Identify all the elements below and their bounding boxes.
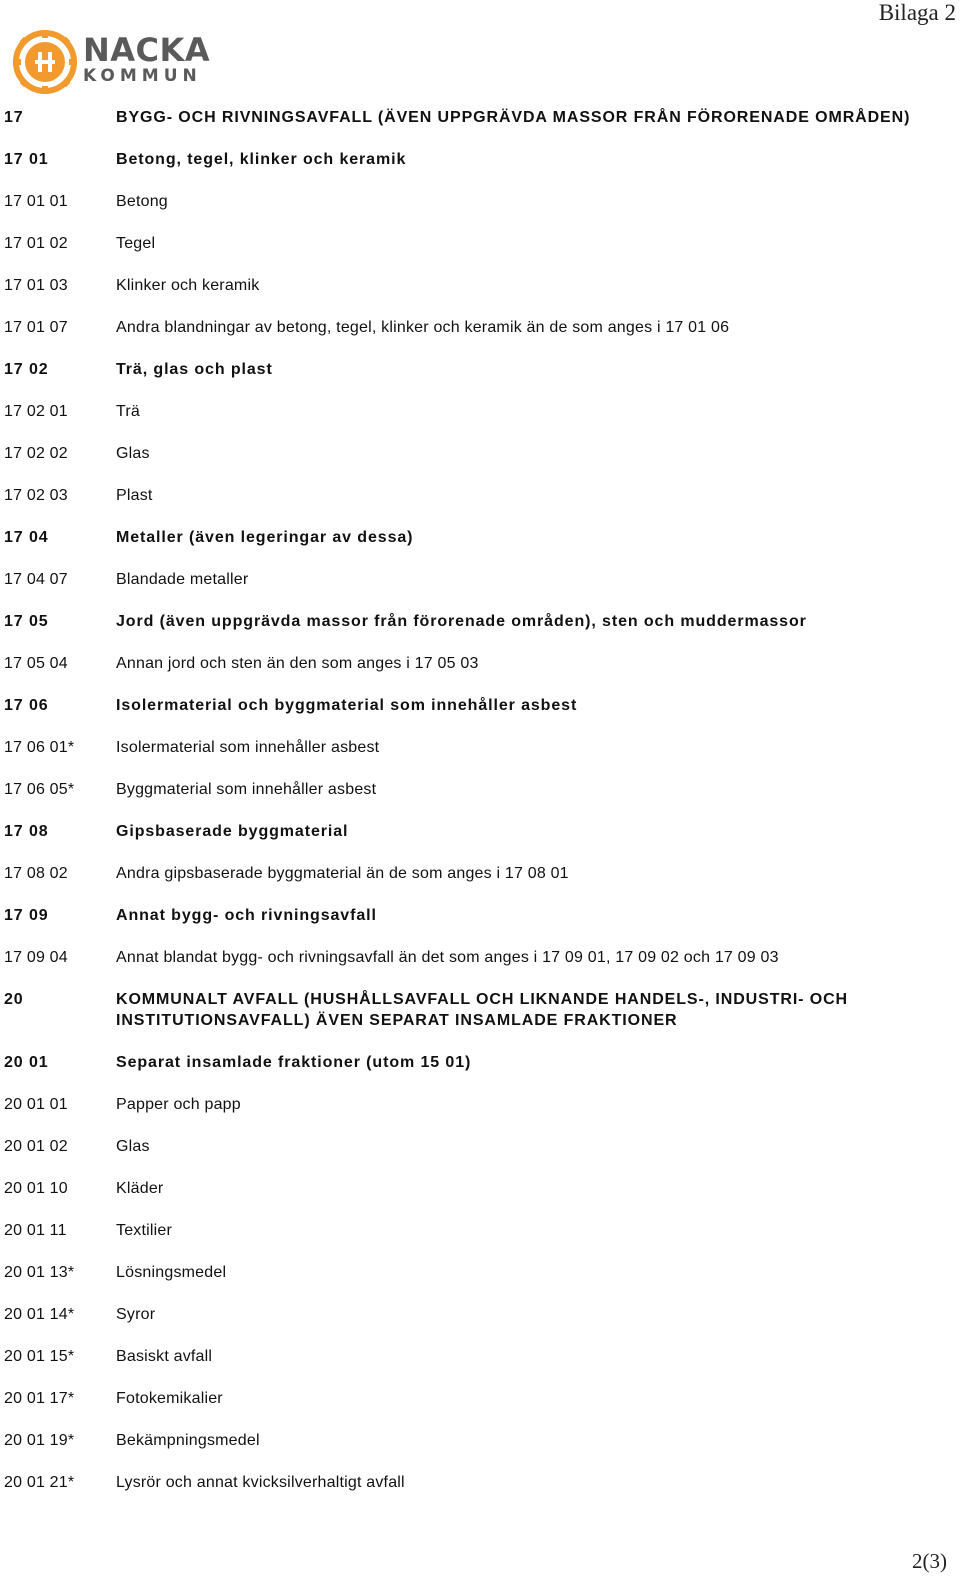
waste-code: 20 xyxy=(4,991,24,1008)
list-item xyxy=(4,737,944,758)
waste-description: Trä xyxy=(116,403,141,420)
waste-code: 17 08 02 xyxy=(4,865,68,882)
waste-code: 17 04 07 xyxy=(4,571,68,588)
waste-description: Lysrör och annat kvicksilverhaltigt avfall xyxy=(116,1474,405,1491)
logo-emblem-icon xyxy=(13,30,77,94)
waste-description: Gipsbaserade byggmaterial xyxy=(116,823,349,840)
list-item xyxy=(4,1052,944,1073)
list-item xyxy=(4,821,944,842)
waste-description: Fotokemikalier xyxy=(116,1390,223,1407)
list-item xyxy=(4,779,944,800)
waste-description: KOMMUNALT AVFALL (HUSHÅLLSAVFALL OCH LIKNANDE HANDELS-, INDUSTRI- OCH INSTITUTIONSAVFALL) ÄVEN SEPARAT INSAMLADE FRAKTIONER xyxy=(116,991,848,1029)
waste-code: 20 01 17* xyxy=(4,1390,75,1407)
list-item xyxy=(4,1346,944,1367)
logo-subname: KOMMUN xyxy=(83,66,202,86)
list-item xyxy=(4,1304,944,1325)
waste-code: 20 01 21* xyxy=(4,1474,75,1491)
list-item xyxy=(4,275,944,296)
list-item xyxy=(4,359,944,380)
logo-name: NACKA xyxy=(83,31,211,69)
waste-description: Bekämpningsmedel xyxy=(116,1432,260,1449)
waste-description: Syror xyxy=(116,1306,156,1323)
waste-description: Annat blandat bygg- och rivningsavfall än det som anges i 17 09 01, 17 09 02 och 17 09 03 xyxy=(116,949,779,966)
list-item xyxy=(4,1430,944,1451)
list-item xyxy=(4,611,944,632)
waste-description: Betong xyxy=(116,193,168,210)
waste-description: Glas xyxy=(116,445,150,462)
waste-code: 20 01 10 xyxy=(4,1180,68,1197)
waste-code-list xyxy=(4,107,944,1514)
waste-code: 17 06 xyxy=(4,697,49,714)
waste-code: 20 01 01 xyxy=(4,1096,68,1113)
waste-code: 17 02 01 xyxy=(4,403,68,420)
waste-code: 17 09 04 xyxy=(4,949,68,966)
waste-code: 17 01 02 xyxy=(4,235,68,252)
waste-description: Tegel xyxy=(116,235,156,252)
waste-description: Plast xyxy=(116,487,153,504)
waste-code: 20 01 02 xyxy=(4,1138,68,1155)
waste-description: Annat bygg- och rivningsavfall xyxy=(116,907,377,924)
list-item xyxy=(4,233,944,254)
waste-code: 20 01 13* xyxy=(4,1264,75,1281)
list-item xyxy=(4,1094,944,1115)
waste-code: 20 01 14* xyxy=(4,1306,75,1323)
waste-code: 17 01 xyxy=(4,151,49,168)
list-item xyxy=(4,191,944,212)
waste-description: Klinker och keramik xyxy=(116,277,260,294)
list-item xyxy=(4,1388,944,1409)
list-item xyxy=(4,569,944,590)
list-item xyxy=(4,947,944,968)
attachment-label: Bilaga 2 xyxy=(878,0,956,25)
waste-description: Isolermaterial och byggmaterial som innehåller asbest xyxy=(116,697,578,714)
list-item xyxy=(4,989,944,1031)
waste-code: 17 05 04 xyxy=(4,655,68,672)
list-item xyxy=(4,107,944,128)
waste-code: 20 01 xyxy=(4,1054,49,1071)
waste-description: Textilier xyxy=(116,1222,173,1239)
waste-description: Jord (även uppgrävda massor från förorenade områden), sten och muddermassor xyxy=(116,613,807,630)
waste-description: Glas xyxy=(116,1138,150,1155)
list-item xyxy=(4,401,944,422)
waste-code: 17 08 xyxy=(4,823,49,840)
waste-code: 17 02 02 xyxy=(4,445,68,462)
waste-description: BYGG- OCH RIVNINGSAVFALL (ÄVEN UPPGRÄVDA MASSOR FRÅN FÖRORENADE OMRÅDEN) xyxy=(116,109,911,126)
list-item xyxy=(4,1136,944,1157)
list-item xyxy=(4,653,944,674)
list-item xyxy=(4,149,944,170)
waste-description: Metaller (även legeringar av dessa) xyxy=(116,529,414,546)
waste-code: 20 01 15* xyxy=(4,1348,75,1365)
list-item xyxy=(4,1178,944,1199)
waste-code: 20 01 19* xyxy=(4,1432,75,1449)
list-item xyxy=(4,317,944,338)
list-item xyxy=(4,905,944,926)
waste-description: Annan jord och sten än den som anges i 17 05 03 xyxy=(116,655,479,672)
list-item xyxy=(4,1220,944,1241)
waste-code: 17 xyxy=(4,109,24,126)
nacka-kommun-logo xyxy=(13,30,213,96)
waste-code: 17 01 03 xyxy=(4,277,68,294)
waste-code: 17 09 xyxy=(4,907,49,924)
waste-code: 17 04 xyxy=(4,529,49,546)
waste-description: Byggmaterial som innehåller asbest xyxy=(116,781,377,798)
waste-code: 17 05 xyxy=(4,613,49,630)
page-number: 2(3) xyxy=(912,1549,947,1573)
list-item xyxy=(4,443,944,464)
waste-code: 17 02 xyxy=(4,361,49,378)
waste-code: 17 01 07 xyxy=(4,319,68,336)
waste-description: Basiskt avfall xyxy=(116,1348,213,1365)
waste-code: 17 06 01* xyxy=(4,739,75,756)
waste-description: Papper och papp xyxy=(116,1096,241,1113)
waste-code: 20 01 11 xyxy=(4,1222,67,1239)
waste-code: 17 02 03 xyxy=(4,487,68,504)
waste-description: Trä, glas och plast xyxy=(116,361,273,378)
waste-description: Separat insamlade fraktioner (utom 15 01) xyxy=(116,1054,472,1071)
list-item xyxy=(4,485,944,506)
waste-description: Andra gipsbaserade byggmaterial än de som anges i 17 08 01 xyxy=(116,865,569,882)
waste-description: Lösningsmedel xyxy=(116,1264,227,1281)
waste-description: Blandade metaller xyxy=(116,571,249,588)
waste-description: Andra blandningar av betong, tegel, klinker och keramik än de som anges i 17 01 06 xyxy=(116,319,730,336)
list-item xyxy=(4,863,944,884)
waste-description: Kläder xyxy=(116,1180,164,1197)
list-item xyxy=(4,527,944,548)
waste-code: 17 01 01 xyxy=(4,193,68,210)
waste-description: Isolermaterial som innehåller asbest xyxy=(116,739,380,756)
list-item xyxy=(4,1262,944,1283)
list-item xyxy=(4,1472,944,1493)
list-item xyxy=(4,695,944,716)
waste-code: 17 06 05* xyxy=(4,781,75,798)
waste-description: Betong, tegel, klinker och keramik xyxy=(116,151,407,168)
